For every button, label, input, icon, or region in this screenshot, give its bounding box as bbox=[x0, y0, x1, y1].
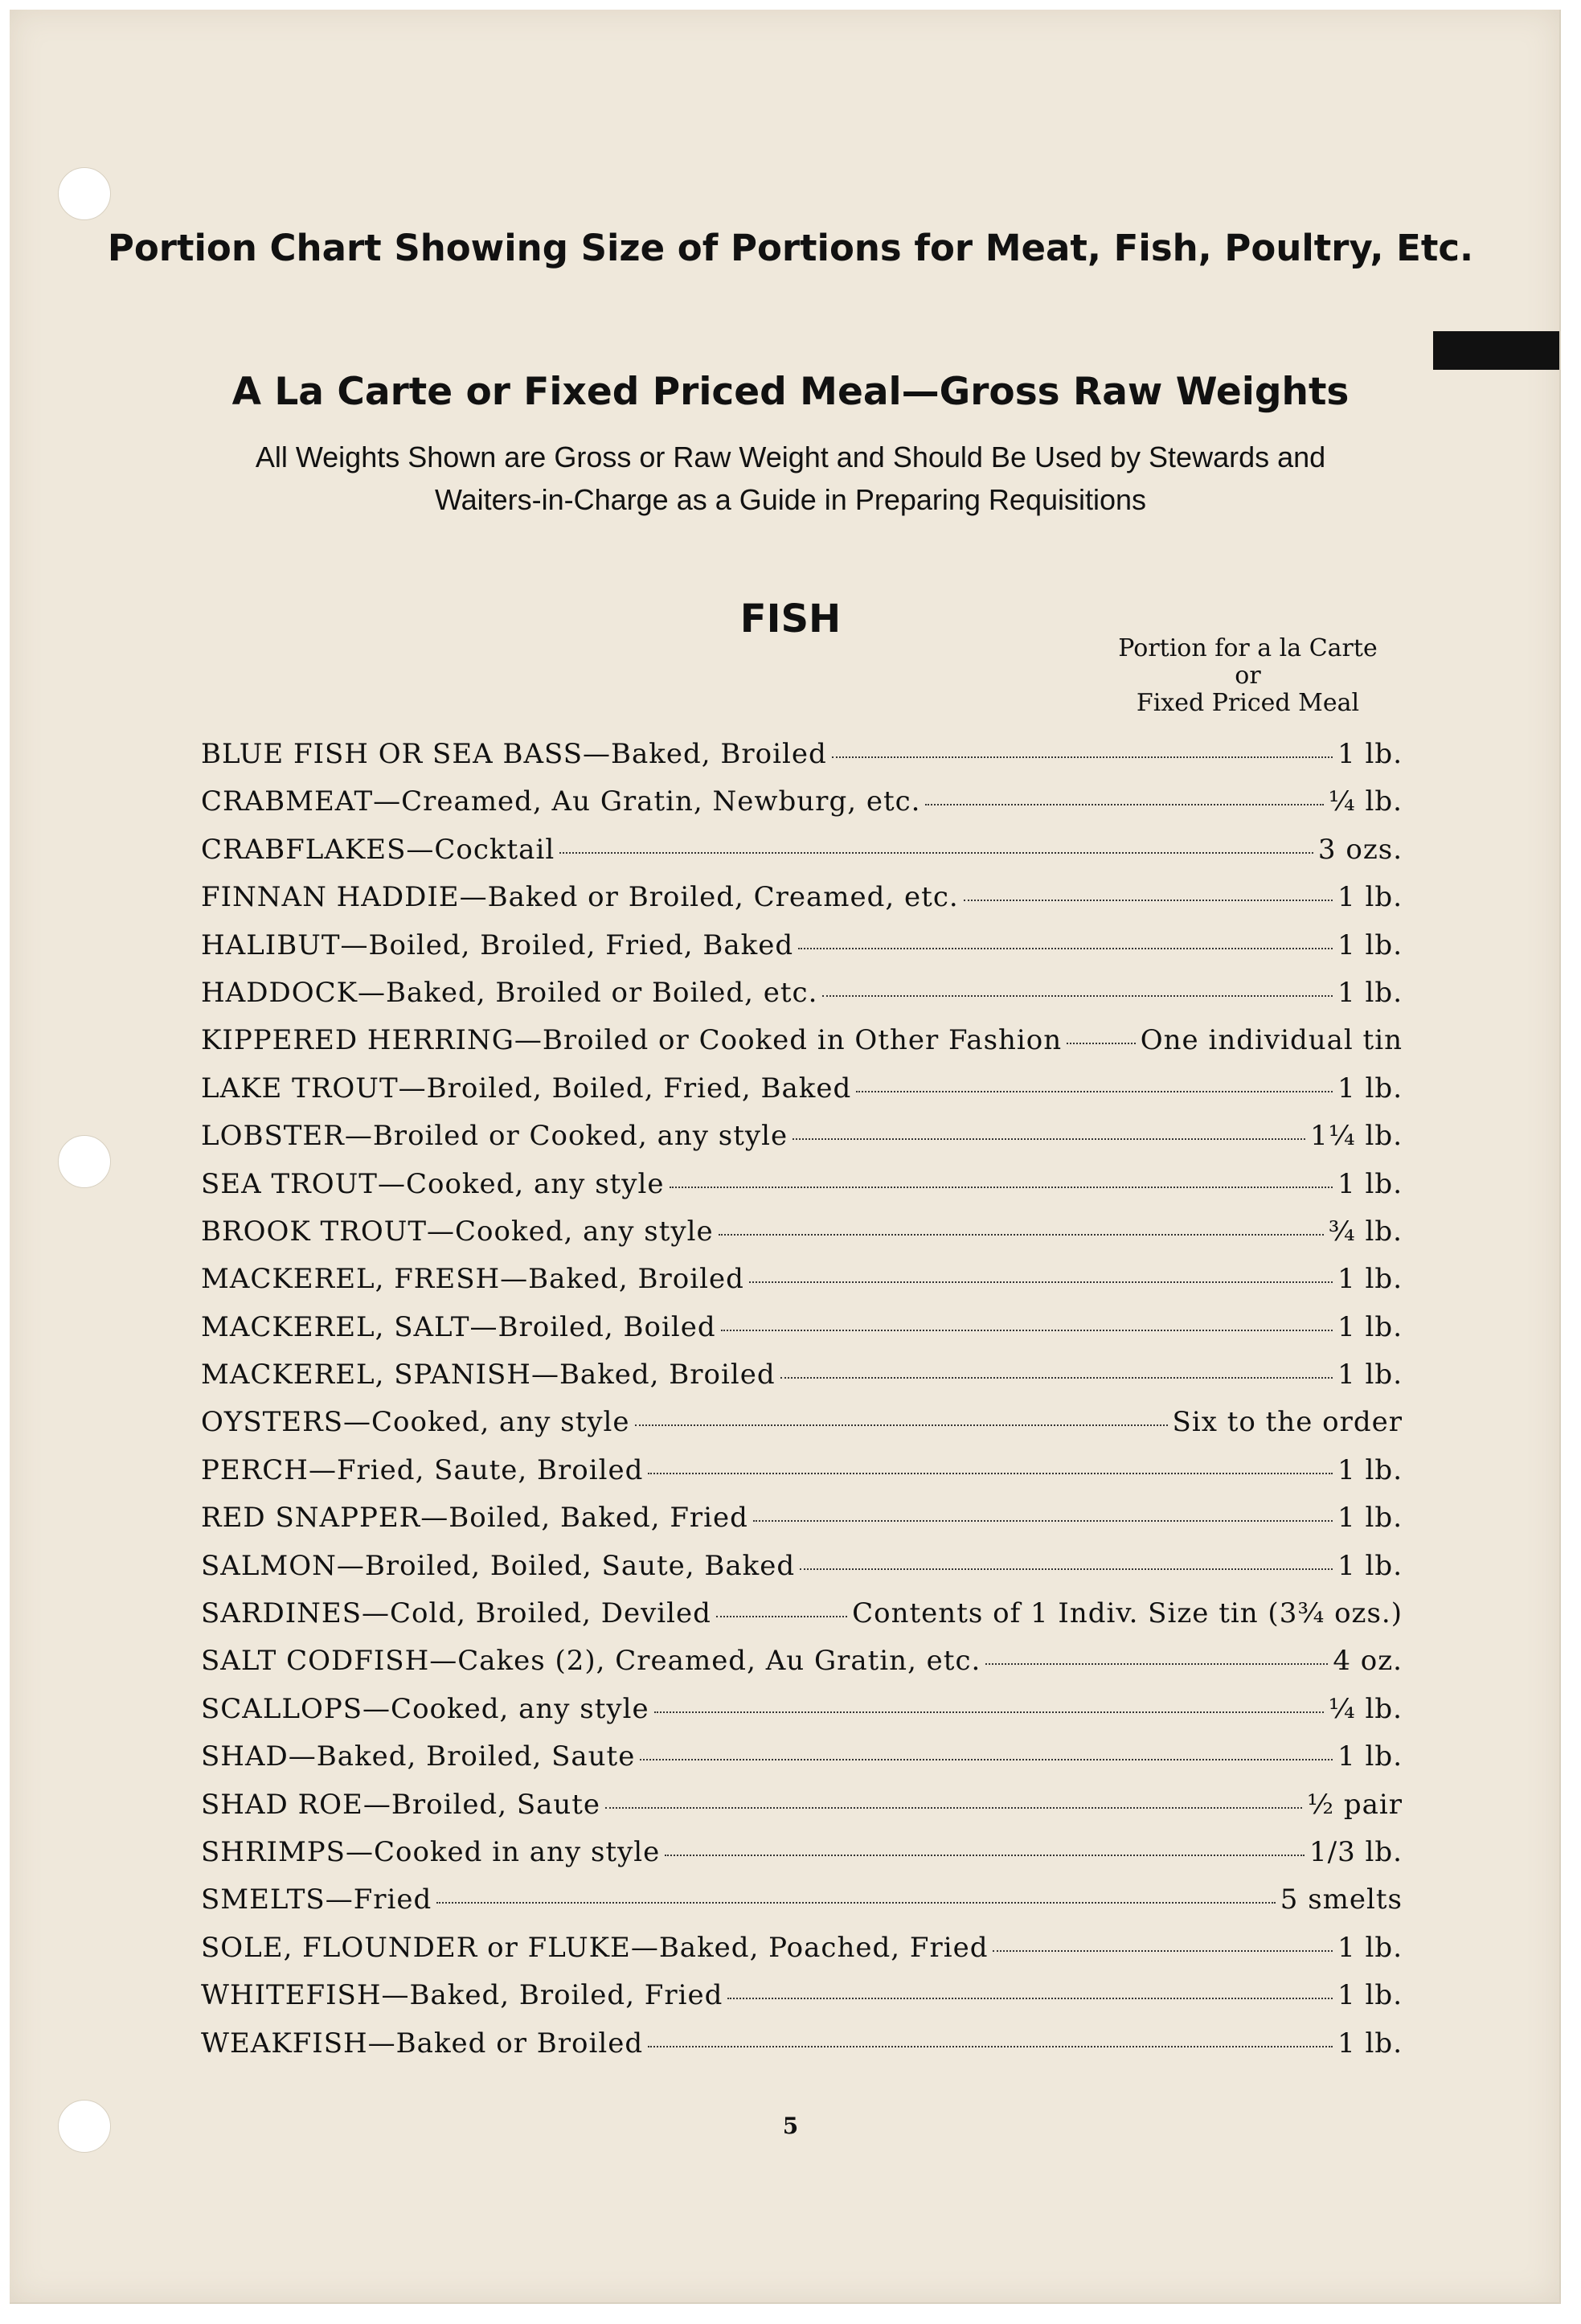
item-description: CRABFLAKES—Cocktail bbox=[201, 833, 555, 866]
item-description: WEAKFISH—Baked or Broiled bbox=[201, 2027, 644, 2060]
leader-dots bbox=[749, 1281, 1333, 1283]
portion-size: 1 lb. bbox=[1337, 1740, 1403, 1773]
item-description: MACKEREL, SPANISH—Baked, Broiled bbox=[201, 1359, 776, 1392]
item-description: SEA TROUT—Cooked, any style bbox=[201, 1167, 665, 1200]
list-item bbox=[201, 738, 1403, 785]
portion-size: 1 lb. bbox=[1337, 1549, 1403, 1582]
portion-size: 1 lb. bbox=[1337, 1502, 1403, 1535]
portion-list bbox=[201, 738, 1403, 2075]
page-subtitle: A La Carte or Fixed Priced Meal—Gross Raw Weights bbox=[231, 370, 1350, 414]
list-item bbox=[201, 1979, 1403, 2027]
leader-dots bbox=[436, 1902, 1275, 1904]
list-item bbox=[201, 1168, 1403, 1215]
item-description: SALMON—Broiled, Boiled, Saute, Baked bbox=[201, 1549, 796, 1582]
portion-size: 1 lb. bbox=[1337, 1453, 1403, 1486]
binder-hole bbox=[58, 167, 111, 220]
portion-size: 1 lb. bbox=[1337, 1167, 1403, 1200]
leader-dots bbox=[753, 1520, 1333, 1522]
leader-dots bbox=[635, 1424, 1168, 1426]
item-description: LAKE TROUT—Broiled, Boiled, Fried, Baked bbox=[201, 1072, 852, 1105]
portion-size: ¾ lb. bbox=[1328, 1215, 1403, 1248]
portion-size: 3 ozs. bbox=[1317, 833, 1403, 866]
item-description: HADDOCK—Baked, Broiled or Boiled, etc. bbox=[201, 976, 818, 1009]
section-title: FISH bbox=[739, 596, 842, 641]
portion-size: 1 lb. bbox=[1337, 1310, 1403, 1343]
leader-dots bbox=[648, 2046, 1333, 2047]
index-tab-marker bbox=[1433, 331, 1559, 370]
item-description: RED SNAPPER—Boiled, Baked, Fried bbox=[201, 1502, 748, 1535]
item-description: BLUE FISH OR SEA BASS—Baked, Broiled bbox=[201, 738, 827, 770]
list-item bbox=[201, 1072, 1403, 1120]
leader-dots bbox=[559, 852, 1313, 854]
portion-size: ¼ lb. bbox=[1328, 1692, 1403, 1725]
item-description: WHITEFISH—Baked, Broiled, Fried bbox=[201, 1979, 723, 2012]
leader-dots bbox=[719, 1234, 1324, 1236]
list-item bbox=[201, 1359, 1403, 1406]
leader-dots bbox=[793, 1138, 1305, 1140]
portion-size: ½ pair bbox=[1307, 1788, 1403, 1821]
leader-dots bbox=[670, 1187, 1333, 1188]
page-title: Portion Chart Showing Size of Portions for Meat, Fish, Poultry, Etc. bbox=[107, 227, 1474, 269]
portion-size: ¼ lb. bbox=[1328, 785, 1403, 818]
portion-size: 1 lb. bbox=[1337, 738, 1403, 770]
list-item bbox=[201, 1645, 1403, 1692]
leader-dots bbox=[1067, 1043, 1136, 1044]
list-item bbox=[201, 1836, 1403, 1883]
list-item bbox=[201, 1932, 1403, 1979]
leader-dots bbox=[727, 1998, 1333, 1999]
item-description: SARDINES—Cold, Broiled, Deviled bbox=[201, 1597, 711, 1630]
item-description: HALIBUT—Boiled, Broiled, Fried, Baked bbox=[201, 928, 794, 961]
instruction-note: All Weights Shown are Gross or Raw Weight and Should Be Used by Stewards and Waiters-in-Charge as a Guide in Preparing Requisitions bbox=[255, 441, 1326, 516]
portion-size: 4 oz. bbox=[1333, 1645, 1403, 1678]
item-description: SALT CODFISH—Cakes (2), Creamed, Au Gratin, etc. bbox=[201, 1645, 981, 1678]
column-header: Portion for a la Carte or Fixed Priced Meal bbox=[1118, 634, 1378, 717]
leader-dots bbox=[780, 1377, 1333, 1379]
list-item bbox=[201, 1454, 1403, 1502]
portion-size: 1 lb. bbox=[1337, 1979, 1403, 2012]
leader-dots bbox=[964, 900, 1333, 901]
item-description: CRABMEAT—Creamed, Au Gratin, Newburg, etc. bbox=[201, 785, 921, 818]
portion-size: 1 lb. bbox=[1337, 928, 1403, 961]
list-item bbox=[201, 834, 1403, 881]
list-item bbox=[201, 977, 1403, 1024]
portion-size: Contents of 1 Indiv. Size tin (3¾ ozs.) bbox=[852, 1597, 1403, 1630]
item-description: SCALLOPS—Cooked, any style bbox=[201, 1692, 649, 1725]
list-item bbox=[201, 881, 1403, 928]
item-description: PERCH—Fried, Saute, Broiled bbox=[201, 1453, 644, 1486]
list-item bbox=[201, 785, 1403, 833]
portion-size: 5 smelts bbox=[1280, 1883, 1403, 1916]
leader-dots bbox=[721, 1330, 1333, 1331]
list-item bbox=[201, 1789, 1403, 1836]
leader-dots bbox=[654, 1711, 1324, 1713]
list-item bbox=[201, 1120, 1403, 1167]
portion-size: 1 lb. bbox=[1337, 1931, 1403, 1964]
list-item bbox=[201, 1883, 1403, 1931]
item-description: SMELTS—Fried bbox=[201, 1883, 432, 1916]
portion-size: Six to the order bbox=[1172, 1406, 1403, 1439]
item-description: FINNAN HADDIE—Baked or Broiled, Creamed, etc. bbox=[201, 881, 959, 914]
portion-size: 1 lb. bbox=[1337, 1072, 1403, 1105]
leader-dots bbox=[640, 1759, 1333, 1760]
leader-dots bbox=[832, 756, 1333, 758]
list-item bbox=[201, 2027, 1403, 2075]
leader-dots bbox=[993, 1950, 1333, 1952]
list-item bbox=[201, 1406, 1403, 1453]
list-item bbox=[201, 1311, 1403, 1359]
leader-dots bbox=[798, 948, 1333, 949]
leader-dots bbox=[800, 1568, 1333, 1570]
list-item bbox=[201, 1024, 1403, 1072]
list-item bbox=[201, 1502, 1403, 1549]
item-description: BROOK TROUT—Cooked, any style bbox=[201, 1215, 714, 1248]
leader-dots bbox=[605, 1807, 1302, 1809]
portion-size: 1 lb. bbox=[1337, 881, 1403, 914]
portion-size: 1 lb. bbox=[1337, 1263, 1403, 1296]
binder-hole bbox=[58, 1135, 111, 1188]
item-description: MACKEREL, FRESH—Baked, Broiled bbox=[201, 1263, 744, 1296]
leader-dots bbox=[985, 1663, 1328, 1665]
leader-dots bbox=[648, 1473, 1333, 1474]
item-description: KIPPERED HERRING—Broiled or Cooked in Other Fashion bbox=[201, 1024, 1063, 1057]
item-description: LOBSTER—Broiled or Cooked, any style bbox=[201, 1120, 788, 1153]
leader-dots bbox=[665, 1855, 1305, 1856]
leader-dots bbox=[822, 995, 1333, 997]
list-item bbox=[201, 1740, 1403, 1788]
portion-size: One individual tin bbox=[1140, 1024, 1403, 1057]
list-item bbox=[201, 1263, 1403, 1310]
portion-size: 1¼ lb. bbox=[1310, 1120, 1403, 1153]
list-item bbox=[201, 1550, 1403, 1597]
list-item bbox=[201, 1597, 1403, 1645]
page-number: 5 bbox=[782, 2113, 799, 2139]
list-item bbox=[201, 1693, 1403, 1740]
item-description: SHAD—Baked, Broiled, Saute bbox=[201, 1740, 636, 1773]
item-description: SHAD ROE—Broiled, Saute bbox=[201, 1788, 601, 1821]
portion-size: 1 lb. bbox=[1337, 976, 1403, 1009]
portion-size: 1 lb. bbox=[1337, 2027, 1403, 2060]
item-description: MACKEREL, SALT—Broiled, Boiled bbox=[201, 1310, 716, 1343]
leader-dots bbox=[925, 804, 1323, 805]
leader-dots bbox=[856, 1091, 1333, 1092]
leader-dots bbox=[716, 1616, 847, 1617]
portion-size: 1 lb. bbox=[1337, 1359, 1403, 1392]
portion-size: 1/3 lb. bbox=[1309, 1835, 1403, 1868]
item-description: SHRIMPS—Cooked in any style bbox=[201, 1835, 661, 1868]
list-item bbox=[201, 929, 1403, 977]
list-item bbox=[201, 1215, 1403, 1263]
item-description: OYSTERS—Cooked, any style bbox=[201, 1406, 630, 1439]
item-description: SOLE, FLOUNDER or FLUKE—Baked, Poached, Fried bbox=[201, 1931, 989, 1964]
